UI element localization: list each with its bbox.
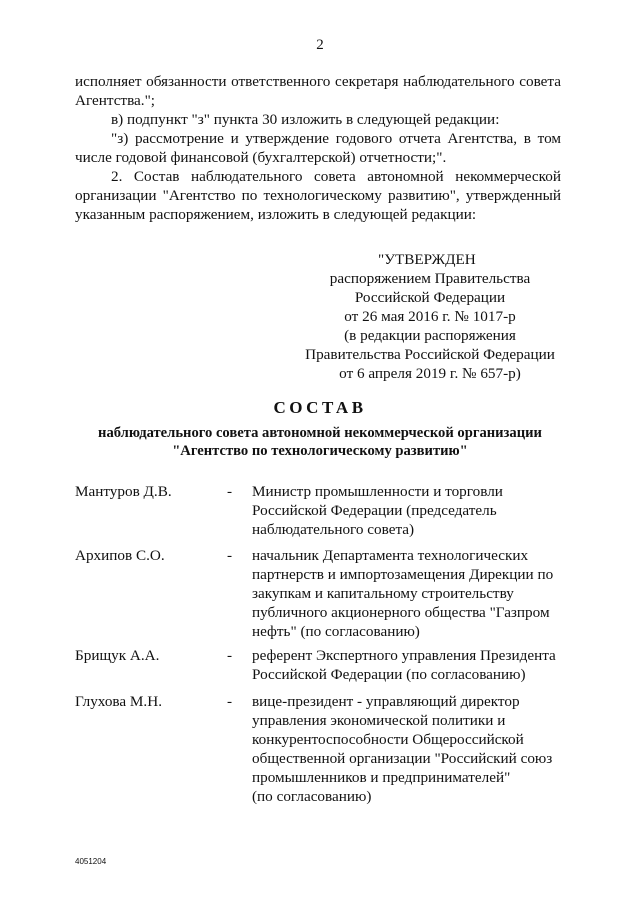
member-position	[252, 546, 562, 641]
member-name: Архипов С.О.	[75, 547, 165, 564]
position-line: наблюдательного совета)	[252, 521, 415, 538]
position-line: вице-президент - управляющий директор	[252, 693, 520, 710]
paragraph-line: "з) рассмотрение и утверждение годового отчета Агентства, в том	[111, 130, 561, 147]
body-text	[75, 72, 561, 224]
member-position	[252, 646, 562, 684]
position-line: нефть" (по согласованию)	[252, 623, 420, 640]
position-line: (по согласованию)	[252, 788, 372, 805]
position-line: общественной организации "Российский союз	[252, 750, 553, 767]
paragraph-line: исполняет обязанности ответственного секретаря наблюдательного совета	[75, 73, 561, 90]
document-id: 4051204	[75, 857, 107, 866]
member-dash: -	[227, 647, 233, 664]
member-position	[252, 482, 562, 539]
approval-stamp	[300, 250, 560, 383]
approval-line: от 6 апреля 2019 г. № 657-р)	[339, 365, 521, 382]
position-line: Российской Федерации (по согласованию)	[252, 666, 526, 683]
approval-line: Правительства Российской Федерации	[305, 346, 555, 363]
approval-line: Российской Федерации	[354, 289, 506, 306]
member-name: Брищук А.А.	[75, 647, 160, 664]
position-line: референт Экспертного управления Президента	[252, 647, 556, 664]
member-dash: -	[227, 693, 233, 710]
paragraph-line: 2. Состав наблюдательного совета автономной некоммерческой	[111, 168, 561, 185]
approval-line: от 26 мая 2016 г. № 1017-р	[344, 308, 516, 325]
member-name: Мантуров Д.В.	[75, 483, 172, 500]
paragraph-line: указанным распоряжением, изложить в следующей редакции:	[75, 206, 477, 223]
position-line: Министр промышленности и торговли	[252, 483, 503, 500]
position-line: публичного акционерного общества "Газпром	[252, 604, 550, 621]
subtitle-line: "Агентство по технологическому развитию"	[172, 443, 468, 459]
section-title: СОСТАВ	[273, 398, 367, 417]
position-line: начальник Департамента технологических	[252, 547, 529, 564]
position-line: промышленников и предпринимателей"	[252, 769, 511, 786]
approval-line: распоряжением Правительства	[329, 270, 531, 287]
member-name: Глухова М.Н.	[75, 693, 162, 710]
member-dash: -	[227, 547, 233, 564]
paragraph-line: в) подпункт "з" пункта 30 изложить в следующей редакции:	[111, 111, 500, 128]
approval-line: (в редакции распоряжения	[344, 327, 516, 344]
section-subtitle	[60, 424, 580, 460]
paragraph-line: числе годовой финансовой (бухгалтерской) отчетности;".	[75, 149, 447, 166]
position-line: конкурентоспособности Общероссийской	[252, 731, 524, 748]
paragraph-line: Агентства.";	[75, 92, 155, 109]
member-dash: -	[227, 483, 233, 500]
position-line: управления экономической политики и	[252, 712, 506, 729]
paragraph-line: организации "Агентство по технологическому развитию", утвержденный	[75, 187, 561, 204]
position-line: партнерств и импортозамещения Дирекции по	[252, 566, 554, 583]
position-line: закупкам и капитальному строительству	[252, 585, 514, 602]
subtitle-line: наблюдательного совета автономной некоммерческой организации	[98, 425, 542, 441]
page-number: 2	[316, 37, 324, 53]
member-position	[252, 692, 562, 806]
position-line: Российской Федерации (председатель	[252, 502, 497, 519]
approval-line: "УТВЕРЖДЕН	[378, 251, 476, 268]
